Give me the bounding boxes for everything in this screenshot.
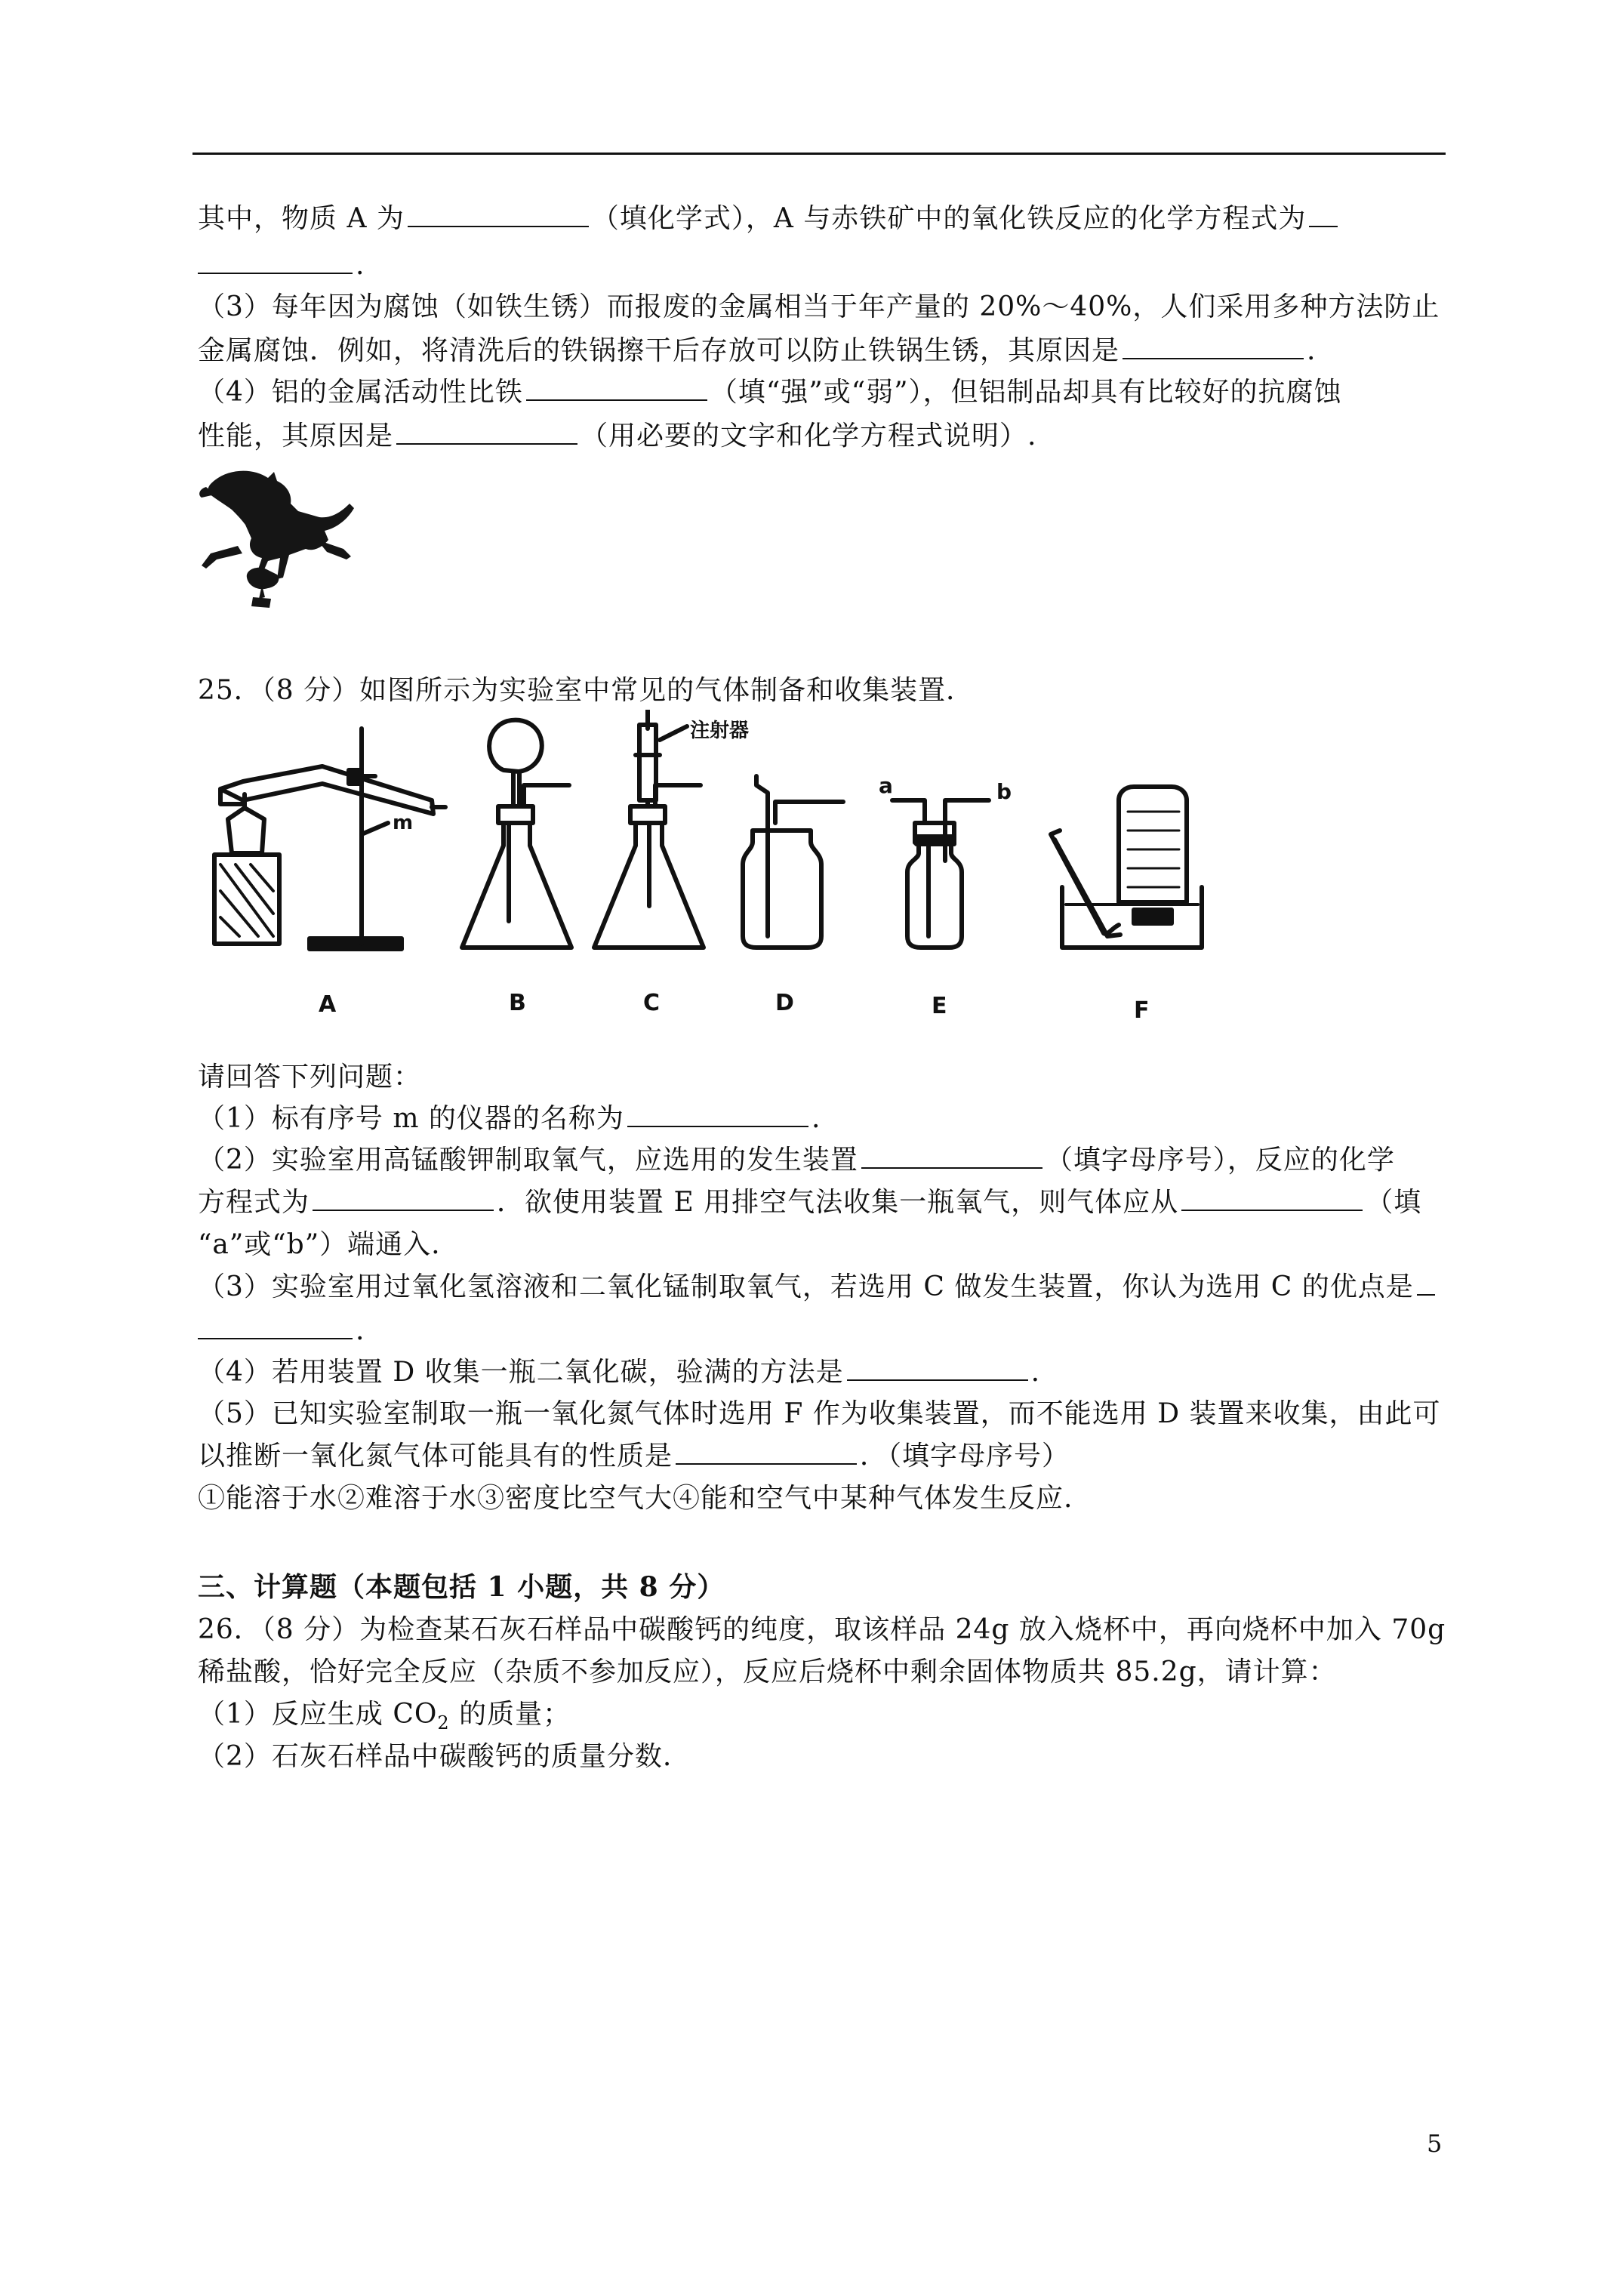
label-c: C xyxy=(643,990,661,1016)
q24-text: （用必要的文字和化学方程式说明）. xyxy=(581,421,1037,451)
q25-text: （4）若用装置 D 收集一瓶二氧化碳，验满的方法是 xyxy=(198,1357,844,1388)
answer-blank[interactable] xyxy=(526,377,707,401)
q25-text: 请回答下列问题： xyxy=(198,1062,422,1093)
q24-text: . xyxy=(356,250,365,281)
q24-line-2 xyxy=(198,249,365,282)
q25-sub-3-line-2 xyxy=(198,1314,365,1348)
q25-text: （填字母序号），反应的化学 xyxy=(1045,1145,1395,1176)
answer-blank[interactable] xyxy=(1123,335,1304,359)
q25-text: . xyxy=(356,1315,365,1346)
answer-blank[interactable] xyxy=(408,203,589,227)
q24-line-6 xyxy=(198,420,1036,453)
section-heading-text: 三、计算题（本题包括 1 小题，共 8 分） xyxy=(198,1571,725,1603)
syringe-label: 注射器 xyxy=(690,720,750,742)
a-label: a xyxy=(879,773,893,798)
galloping-horse-image xyxy=(192,464,366,612)
q25-text: 方程式为 xyxy=(198,1187,310,1218)
q25-text: （3）实验室用过氧化氢溶液和二氧化锰制取氧气，若选用 C 做发生装置，你认为选用 C 的优点是 xyxy=(198,1271,1414,1302)
q24-line-1 xyxy=(198,202,1341,236)
q25-text: ①能溶于水②难溶于水③密度比空气大④能和空气中某种气体发生反应. xyxy=(198,1483,1073,1514)
q26-text: （2）石灰石样品中碳酸钙的质量分数. xyxy=(198,1741,673,1772)
q25-sub-4 xyxy=(198,1356,1040,1389)
q26-line-1 xyxy=(198,1613,1446,1647)
q25-text: （2）实验室用高锰酸钾制取氧气，应选用的发生装置 xyxy=(198,1145,858,1176)
answer-blank[interactable] xyxy=(1309,203,1338,227)
q25-sub-2-line-2 xyxy=(198,1186,1421,1219)
apparatus-c xyxy=(594,710,704,948)
header-rule xyxy=(192,153,1446,155)
q26-text: 的质量； xyxy=(449,1699,571,1730)
lab-apparatus-figure xyxy=(198,710,1240,1034)
answer-blank[interactable] xyxy=(1417,1271,1435,1296)
q26-line-3 xyxy=(198,1698,571,1740)
answer-blank[interactable] xyxy=(847,1357,1028,1381)
answer-blank[interactable] xyxy=(396,421,577,445)
apparatus-d xyxy=(743,776,843,948)
q24-text: （3）每年因为腐蚀（如铁生锈）而报废的金属相当于年产量的 20%～40%，人们采用多种方法防止 xyxy=(198,291,1440,322)
q24-text: 性能，其原因是 xyxy=(198,421,394,451)
b-label: b xyxy=(996,779,1012,804)
q26-line-2 xyxy=(198,1656,1337,1689)
q25-text: （填 xyxy=(1366,1187,1422,1218)
answer-blank[interactable] xyxy=(313,1187,494,1211)
q25-text: . xyxy=(811,1103,821,1134)
q24-text: （填“强”或“弱”），但铝制品却具有比较好的抗腐蚀 xyxy=(710,377,1342,408)
label-d: D xyxy=(775,990,794,1016)
q25-text: ．欲使用装置 E 用排空气法收集一瓶氧气，则气体应从 xyxy=(497,1187,1179,1218)
answer-blank[interactable] xyxy=(198,1315,353,1339)
q25-title xyxy=(198,674,974,707)
q26-line-4 xyxy=(198,1740,672,1774)
q25-text: 以推断一氧化氮气体可能具有的性质是 xyxy=(198,1441,673,1472)
answer-blank[interactable] xyxy=(676,1441,857,1465)
label-a: A xyxy=(319,991,337,1018)
page-number: 5 xyxy=(1427,2129,1443,2158)
q25-text: （5）已知实验室制取一瓶一氧化氮气体时选用 F 作为收集装置，而不能选用 D 装置来收集，由此可 xyxy=(198,1398,1441,1429)
section-3-heading xyxy=(198,1570,725,1604)
q24-text: （填化学式），A 与赤铁矿中的氧化铁反应的化学方程式为 xyxy=(591,203,1307,234)
apparatus-f xyxy=(1051,787,1202,948)
label-f: F xyxy=(1134,997,1150,1024)
q26-text: 稀盐酸，恰好完全反应（杂质不参加反应），反应后烧杯中剩余固体物质共 85.2g，请计算： xyxy=(198,1657,1337,1687)
apparatus-e xyxy=(892,800,989,948)
apparatus-a xyxy=(214,729,445,949)
q24-line-4 xyxy=(198,334,1316,368)
m-label: m xyxy=(393,812,414,834)
answer-blank[interactable] xyxy=(861,1145,1042,1169)
q25-text: （1）标有序号 m 的仪器的名称为 xyxy=(198,1103,624,1134)
q25-sub-2-line-1 xyxy=(198,1144,1395,1177)
q25-sub-3-line-1 xyxy=(198,1271,1438,1304)
q25-text: ．（填字母序号） xyxy=(860,1441,1070,1472)
subscript-2: 2 xyxy=(437,1712,450,1734)
q24-text: 其中，物质 A 为 xyxy=(198,203,405,234)
answer-blank[interactable] xyxy=(627,1103,808,1127)
q25-text: . xyxy=(1030,1357,1041,1388)
q25-sub-1 xyxy=(198,1102,821,1136)
q26-text: （1）反应生成 CO xyxy=(198,1699,438,1730)
q24-text: 金属腐蚀．例如，将清洗后的铁锅擦干后存放可以防止铁锅生锈，其原因是 xyxy=(198,335,1120,366)
q25-sub-5-options xyxy=(198,1482,1073,1515)
answer-blank[interactable] xyxy=(198,250,353,274)
q25-sub-2-line-3 xyxy=(198,1228,441,1262)
q25-prompt xyxy=(198,1061,421,1094)
label-b: B xyxy=(509,990,526,1016)
label-e: E xyxy=(932,993,947,1019)
q24-text: （4）铝的金属活动性比铁 xyxy=(198,377,523,408)
q25-sub-5-line-1 xyxy=(198,1398,1441,1431)
q24-text: . xyxy=(1307,335,1317,366)
q24-line-3 xyxy=(198,291,1440,324)
apparatus-b xyxy=(462,720,571,948)
q26-text: 26．（8 分）为检查某石灰石样品中碳酸钙的纯度，取该样品 24g 放入烧杯中，再向烧杯中加入 70g xyxy=(198,1614,1446,1645)
q24-line-5 xyxy=(198,376,1342,409)
q25-sub-5-line-2 xyxy=(198,1440,1070,1473)
q25-text: “a”或“b”）端通入. xyxy=(198,1229,441,1260)
q25-title-text: 25．（8 分）如图所示为实验室中常见的气体制备和收集装置． xyxy=(198,675,975,706)
answer-blank[interactable] xyxy=(1181,1187,1363,1211)
